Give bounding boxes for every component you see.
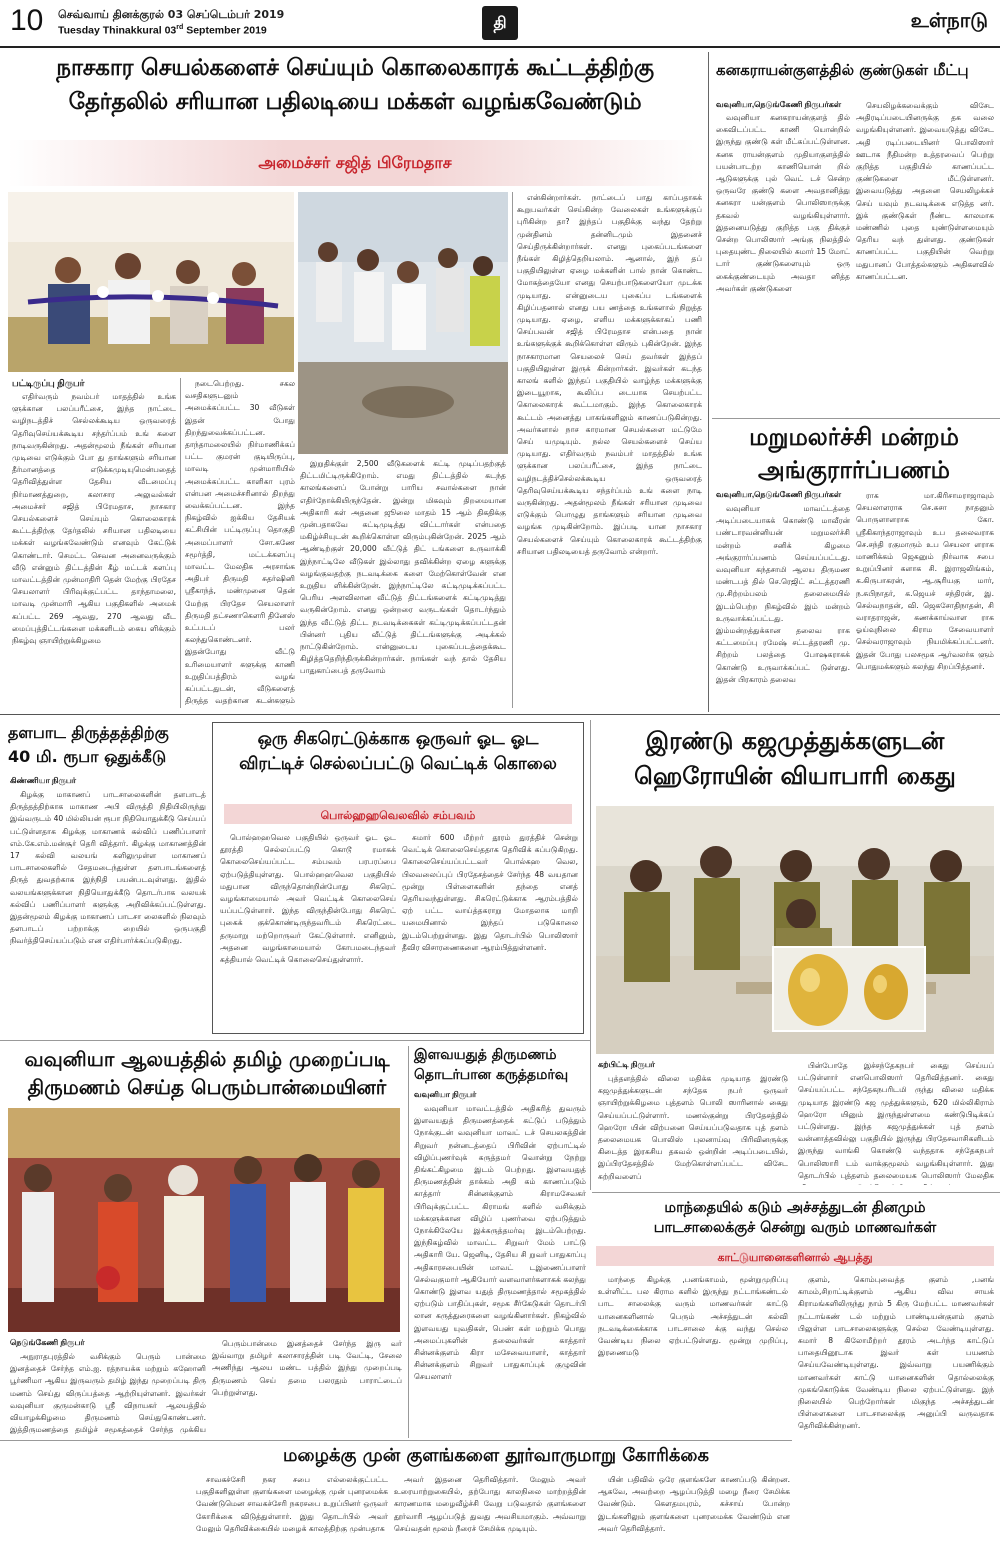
lead-photo-stone-laying-art [298,192,508,454]
heroin-headline-line2: ஹெரோயின் வியாபாரி கைது [634,761,956,790]
wedding-headline-line2: திருமணம் செய்த பெரும்பான்மையினர் [27,1075,387,1100]
school-headline [596,1200,994,1236]
header-date-english-sup: rd [176,24,184,31]
renaissance-headline-line2: அங்குரார்ப்பணம் [758,455,950,484]
heroin-byline: கற்பிட்டி நிருபர் [598,1060,655,1069]
heroin-rule [590,720,591,1190]
renaissance-col-1 [716,503,850,709]
lead-col-rule-3 [512,192,513,708]
child-headline [414,1048,586,1083]
child-byline: வவுனியா நிருபர் [414,1090,477,1099]
lead-byline: பட்டிருப்பு நிருபர் [12,378,85,388]
child-body [414,1103,586,1435]
header-date-english-prefix: Tuesday Thinakkural 03 [58,24,177,37]
renaissance-col-1-text: வவுனியா மாவட்டத்தை அடிப்படையாகக் கொண்டு மாவீரன் பண்டாரவன்னியன் மறுமலர்ச்சி மன்றம் சனிக் கிழமை அங்குரார்ப்பணம் செய்யப்பட்டது. வவுனியா கந்தசாமி ஆலய திருமண மண்டபத் தில் செ.ரெஜிட் சட்டத்தரணி மு.சிற்றம்பலம் தலைமையில் இடம்பெற்ற நிகழ்வில் இம் மன்றம் உருவாக்கப்பட்டது. இம்மன்றத்துக்கான தலைவ ராக கட்டமைப்பு ரமேஷ் சட்டத்தரணி மு. சிற்றம் பலத்தை போஷகராகக் கொண்டு உருவாக்கப்பட் டுள்ளது. இதன் பிரகாரம் தலைவ [716,504,850,684]
child-body-text: வவுனியா மாவட்டத்தில் அதிகரித் துவரும் இளவயதுத் திருமணத்தைக் கட்டுப் படுத்தும் நோக்குடன் வவுனியா மாவட் டச் செயலகத்தின் சிறுவர் நன்னடத்தைப் பிரிவின் ஏற்பாட்டில் விழிப்புணர்வுக் கருத்தமர் வொன்று நேற்று திங்கட்கிழமை இடம் பெற்றது. இளவயதுத் திருமணத்தின் தாக்கம் அதி கம் காணப்படும் காத்தார் சின்னக்குளம் கிராமசேவகர் பிரிவுக்குட்பட்ட கிராமங் களில் வசிக்கும் மக்களுக்கான விழிப் புணர்வை ஏற்படுத்தும் நோக்கிலேயே இக்கருத்தமர்வு இடம்பெற்றது. இந்நிகழ்வில் மாவட்ட சிறுவர் மேம் பாட்டு அதிகாரி யே. ஜெனிடி, தேசிய சி றுவர் பாதுகாப்பு அதிகாரசபையின் மாவட் டஇணைப்பாளர் செல்வகுமார் ஆகியோர் வளவாளர்களாகக் கலந்து கொண்டு இளவ யதுத் திருமணத்தால் சமூகத்தில் ஏற்படும் பாதிப்புகள், சமூக சீர்கேடுகள் தொடர்பி லான கருத்துரைகளை வழங்கினார்கள். நிகழ்வில் இளவயது யுவதிகள், பெண் கள் மற்றும் பொது அமைப்புகளின் தலைவர்கள் காத்தார் சின்னக்குளம் கிரா மசேவையாளர், காத்தார் சின்னக்குளம் சிறுவர் பாதுகாப்புக் குழுவின் செயலாளர் [414,1104,586,1382]
tanks-col-2 [394,1474,586,1538]
mine-col-1 [716,112,850,420]
murder-headline-line2: விரட்டிச் செல்லப்பட்டு வெட்டிக் கொலை [239,754,557,775]
wedding-col-2-text: பெரும்பான்மை இனத்தைச் சேர்ந்த இரு வர் இவ்வாறு தமிழர் கலாசாரத்தின் படி வேட்டி, சேலை அணிந்து ஆலய மண்ட பத்தில் இந்து முறைப்படி திருமணம் செய் தமை பலரதும் பாராட்டைப் பெற்றுள்ளது. [212,1339,402,1397]
mine-col-2 [856,100,994,420]
renaissance-headline-line1: மறுமலர்ச்சி மன்றம் [749,423,959,451]
murder-col-1 [220,832,396,1028]
mine-byline: வவுனியா,நெடுங்கேணி நிருபர்கள் [716,100,842,109]
renaissance-headline [712,424,996,484]
murder-strap-band [224,804,572,824]
lead-col-2 [185,378,295,708]
renaissance-col-2 [856,490,994,709]
lead-col-2-text: நடைபெற்றது. சகல வசதிகளுடனும் அமைக்கப்பட்ட 30 வீடுகள் இதன் போது திறந்துவைக்கப்பட்டன. தாந்தாமலையில் நிர்மாணிக்கப் பட்ட குமரன் குடியிருப்பு, மாவடி முன்மாரியில் அமைக்கப்பட்ட காளிகா புரம் என்பன அமைச்சரினால் திறந்து வைக்கப்பட்டன. இந்த நிகழ்வில் ஐக்கிய தேசியக் கட்சியின் பட்டிருப்பு தொகுதி அமைப்பாளர் சோ.கணே சமூர்த்தி, மட்டக்களப்பு மாவட்ட மேலதிக அரசாங்க அதிபர் திருமதி சுதர்ஷினி ஸ்ரீகாந்த், மண்முனை தென் மேற்கு பிரதேச செயலாளர் திருமதி தட்சணாகௌரி தினேஸ் உட்படப் பலர் கலந்துகொண்டனர். இதன்போது வீட்டு உரிமையாளர் களுக்கு காணி உறுதிப்பத்திரம் வழங் கப்பட்டதுடன், வீடுகளைத் திருத்த வதற்கான கடன்களும் [185,379,295,706]
tanks-col-2-text: அவர் இதனை தெரிவித்தார். மேலும் அவர் உரையாற்றுகையில், தற்போது காலநிலை மாற்றத்தின் காரணமாக மழைவீழ்ச்சி வேறு படுவதால் குளங்களை தூர்வாரி ஆழப்படுத் துவது அவசியமாகும். அவ்வாறு செய்வதன் மூலம் நீரைச் சேமிக்க முடியும். [394,1475,586,1533]
wedding-photo-art [8,1108,400,1332]
wedding-col-1 [10,1351,206,1435]
renaissance-rule [712,418,1000,419]
wedding-byline: நெடுங்கேணி நிருபர் [10,1338,85,1347]
murder-strap: பொல்ஹஹவெலவில் சம்பவம் [320,809,476,822]
section-name: உள்நாடு [910,8,988,32]
page-number: 10 [10,4,44,37]
tanks-rule [0,1440,792,1441]
flood-headline-line1: தளபாட திருத்தத்திற்கு [8,723,169,742]
school-headline-line2: பாடசாலைக்குச் சென்று வரும் மாணவர்கள் [653,1220,937,1237]
lead-photo-stone-laying [298,192,508,454]
wedding-headline-line1: வவுனியா ஆலயத்தில் தமிழ் முறைப்படி [24,1047,390,1071]
school-strap: காட்டுயானைகளினால் ஆபத்து [717,1251,873,1264]
page-header [0,0,1000,46]
lead-strap-band [8,140,702,186]
flood-headline-line2: 40 மி. ரூபா ஒதுக்கீடு [8,746,167,766]
mine-headline: கனகராயன்குளத்தில் குண்டுகள் மீட்பு [716,61,969,79]
wedding-headline [8,1048,406,1099]
header-date-english-suffix: September 2019 [183,24,267,37]
heroin-photo-pearls [772,946,926,1032]
heroin-col-2 [798,1060,994,1185]
child-rule [408,1046,409,1438]
heroin-headline [596,728,994,790]
school-rule [592,1192,1000,1193]
tanks-col-1-text: சாவகச்சேரி நகர சபை எல்லைக்குட்பட்ட பகுதிகளிலுள்ள குளங்களை மழைக்கு முன் புனரமைக்க வேண்டுமென சாவகச்சேரி நகரசபை உறுப்பினர் ஒருவர் கோரிக்கை விடுத்துள்ளார். இது தொடர்பில் அவர் மேலும் தெரிவிக்கையில் மழைக் காலத்திற்கு முன்பதாக [196,1475,388,1533]
middle-band-rule [0,714,1000,715]
mine-col-1-text: வவுனியா கனகராயன்குளத் தில் கைவிடப்பட்ட காணி யொன்றில் இருந்து குண்டு கள் மீட்கப்பட்டுள்ளன. கனக ராயன்குளம் முதியாகுளத்தில் பயன்பாடற்ற காணியொன் றில் ஆடுகளுக்கு புல் வெட் டச் சென்ற ஒருவரே குண்டு களை அவதானித்து கனகரா யன்குளம் பொலிஸாருக்கு தகவல் வழங்கியுள்ளார். இதனையடுத்து குறித்த பகு திக்குச் சென்ற பொலிஸார் அங்கு நிலத்தில் புதையுண்ட நிலையில் சுமார் 15 மோட் டார் குண்டுகளையும் ஒரு கைக்குண்டையும் அவதா னித்த அவர்கள் குண்டுகளை [716,113,850,293]
lead-headline [8,56,702,116]
lead-col-4-text: என்கின்றார்கள். நாட்டைப் பாது காப்பதாகக் கூறுபவர்கள் செய்கின்ற வேலைகள் உங்களுக்குப் புரிகின்ற தா? இந்தப் பகுதிக்கு வந்து தேற்று முன்தினம் தன்னிடமும் இதனைச் செய்திருக்கின்றார்கள். எனது புகைப்படங்களை நீங்கள் கிழித்தெறியலாம். ஆனால், இந் தப் பகுதியிலுள்ள ஏழை மக்களின் பால் நான் கொண்ட மோகத்தையோ எனது செயற்பாடுகளையோ முடக்க முடியாது. என்னுடைய புகைப்ப டங்களைக் கிழிப்பதனால் எனது பய ணத்தை உங்களால் நிறுத்த முடியாது. ஏழை, எளிய மக்களுக்காகப் பணி செய்பவன் சஜித் பிரேமதாச என்பதை நான் உங்களுக்குக் கூறிக்கொள்ள விரும் புகின்றேன். இந்த நாசகாரமான செயலைச் செய் தவர்கள் இந்தப் பகுதியிலுள்ள இருக் கின்றார்கள். இவர்கள் கடந்த காலங் களில் இந்தப் பகுதியில் வாழ்ந்த மக்களுக்கு இடையூறாக, கூலிப்ப டையாக செயற்பட்ட கொலைகாரக் கூட்டமாகும். இந்த கொலைகாரக் கூட்டம் அனைத்து பாகங்களிலும் காணப்படுகின்றது. அவர்களால் நாச காரமான செயல்களை மட்டுமே செய் யமுடியும். நல்ல செயல்களைச் செய்ய முடியாது. எதிர்வரும் நவம்பர் மாதத்தில் உங்க ளுக்கான பலப்பரீட்சை, இந்த நாட்டை வழிநடத்திச்செல்லக்கூடிய ஒருவரைத் தெரிவுசெய்யக்கூடிய சந்தர்ப்பம் உங் களை நாடி வருகின்றது. அதன்மூலம் நீங்கள் சரியான முடிவை எடுக்கும் பொழுது தாங்களும் சரியான முடிவை வழங்க முடிகின்றோம். இப்படி யான நாசகார செயல்களைச் செய்யும் கொலைகாரக் கூட்டத்திற்கு சரியான பதிலடியைத் தருவோம் என்றார். [517,193,702,556]
lead-col-3 [300,458,506,708]
child-headline-line1: இளவயதுத் திருமணம் [414,1047,557,1063]
newspaper-logo [482,6,518,40]
heroin-col-1-text: புத்தளத்தில் விலை மதிக்க முடியாத இரண்டு கஜமுத்துக்களுடன் சந்தேக நபர் ஒருவர் ஞாயிற்றுக்கிழமை புத்தளம் பொலி ஸாரினால் கைது செய்யப்பட்டுள்ளார். மணல்குன்று பிரதேசத்தில் ஹெரோ யின் விற்பனை செய்யப்படுவதாக புத் தளம் தலைமையக பொலிஸ் புலனாய்வு பிரிவினருக்கு கிடைத்த இரகசிய தகவல் ஒன்றின் அடிப்படையில், இப்பிரதேசத்தில் மேற்கொள்ளப்பட்ட விசேட சுற்றிவளைப் [598,1074,788,1181]
heroin-photo-pearls-art [774,948,926,1032]
flood-headline [8,724,204,766]
murder-headline-line1: ஒரு சிகரெட்டுக்காக ஒருவர் ஓட ஓட [257,729,539,749]
murder-col-2-text: சுமார் 600 மீற்றர் தூரம் துரத்திச் சென்று வெட்டிக் கொலைசெய்ததாக தெரிவிக் கப்படுகிறது. கொலைசெய்யப்பட்டவர் பொல்கஹ வெல, பிலவலைப்புப் பிரதேசத்தைச் சேர்ந்த 48 வயதான மூன்று பிள்ளைகளின் தந்தை எனத் தெரியவந்துள்ளது. சிகரெட்டுக்காக ஆரம்பத்தில் ஏற் பட்ட வாய்த்தகராறு மோதலாக மாறி யமையினால் இந்தப் படுகொலை இடம்பெற்றுள்ளது. இது தொடர்பில் பொலிஸார் தீவிர விசாரணைகளை ஆரம்பித்துள்ளனர். [402,833,578,952]
murder-headline [216,730,580,774]
school-col-1-text: மாந்தை கிழக்கு ,பனங்காமம், மூன்றுமுறிப்பு உள்ளிட்ட பல கிராம களில் இருந்து நட்டாங்கண்டல் பாட சாலைக்கு வரும் மாணவர்கள் காட்டு யானைகளினால் பெரும் அச்சத்துடன் கல்வி நடவடிக்கைக்காக பாடசாலை க்கு வந்து செல்ல வேண்டிய நிலை ஏற்பட்டுள்ளது. மூன்று முறிப்பு, இரணைமடு [598,1275,788,1358]
header-date-tamil: செவ்வாய் தினக்குரல் 03 செப்டெம்பர் 2019 [58,8,285,21]
wedding-col-1-text: அநுராதபுரத்தில் வசிக்கும் பெரும் பான்மை இனத்தைச் சேர்ந்த எம்.ஐ. ரத்நாயக்க மற்றும் கஹோனி பூர்ணிமா ஆகிய இருவரும் தமிழ் இந்து முறைப்படி திரு மணம் செய்து விருப்பத்தை ஆற்றியுள்ளனர். இவர்கள் வவுனியா குருமன்காடு ஸ்ரீ விநாயகர் ஆலயத்தில் வியாழக்கிழமை திருமணம் செய்துகொண்டனர். இத்திருமணத்தை தமிழ்ச் சமூகத்தைச் சேர்ந்த முக்கிய [10,1352,206,1435]
tanks-headline: மழைக்கு முன் குளங்களை தூர்வாருமாறு கோரிக்கை [283,1445,709,1466]
school-col-2-text: குளம், கொம்புவைத்த குளம் ,பனங் காமம்,சிறாட்டிக்குளம் ஆகிய விவ சாயக் கிராமங்களிலிருந்து நாம் 5 கிரு மேற்பட்ட மாணவர்கள் நட்டாங்கண் டல் மற்றும் பாண்டியன்குளம் குளம் பிலுள்ள பாடசாலைகளுக்கு செல்ல வேண்டியுள்ளது. சுமார் 8 கிலோமீற்றர் தூரம் அடர்ந்த காட்டுப் பாதையினூடாக இவர் கள் பயணம் செய்யவேண்டியுள்ளது. இவ்வாறு பயணிக்கும் மாணவர்கள் காட்டு யானைகளின் தொல்லைக்கு முகங்கொடுக்க வேண்டிய நிலை ஏற்பட்டுள்ளது. இந் நிலையில் பெற்றோர்கள் மிகுந்த அச்சத்துடன் பிள்ளைகளை பாடசாலைக்கு அனுப்பி வருவதாக தெரிவிக்கின்றனர். [798,1275,994,1431]
lead-strap: அமைச்சர் சஜித் பிரேமதாச [258,153,452,172]
flood-body [10,789,206,1039]
murder-col-2 [402,832,578,1028]
tanks-col-3-text: யின் பதிவில் ஒரே குளங்களே காணப்படு கின்றன. ஆகவே, அவற்றை ஆழப்படுத்தி மழை நீரை சேமிக்க வேண்டும். கெளதமபுரம், கச்சாய் போன்ற இடங்களிலும் குளங்களை புனரமைக்க வேண்டும் என அவர் தெரிவித்தார். [598,1475,790,1533]
school-strap-band [596,1246,994,1266]
lead-col-1-text: எதிர்வரும் நவம்பர் மாதத்தில் உங்க ளுக்கான பலப்பரீட்சை, இந்த நாட்டை வழிநடத்திச் செல்லக்கூடிய ஒருவரைத் தெரிவுசெய்யக்கூடிய சந்தர்ப்பம் உங் களை நாடிவருகின்றது. அதன்மூலம் நீங்கள் சரியான முடிவை எடுக்கும் போ து தாங்களும் சரியான தீர்மானத்தை எடுக்கமுடியுமென்பதைத் தெரிவித்துள்ள தேசிய வீடமைப்பு நிர்மாணத்துறை, கலாசார அலுவல்கள் அமைச்சர் சஜித் பிரேமதாச, நாசகார செயல்களைச் செய்யும் கொலைகாரக் கூட்டத்திற்கு தேர்தலில் சரியான பதிலடியை மக்கள் வழங்கவேண்டும் எனவும் கேட்டுக் கொண்டார். செமட்ட செவன அனைவருக்கும் வீடு என்னும் திட்டத்தின் கீழ் மட்டக் களப்பு மாவட்டத்தின் முன்மாதிரி தென் மேற்கு பிரதேச செயலாளர் பிரிவுக்குட்பட்ட தாந்தாமலை, மாவடி முன்மாரி ஆகிய பகுதிகளில் அமைக் கப்பட்ட 269 ஆவது, 270 ஆவது வீட மைப்புத்திட்டங்களை மக்களிடம் கைய ளிக்கும் நிகழ்வு ஞாயிற்றுக்கிழமை [12,392,176,646]
wedding-photo [8,1108,400,1332]
school-headline-line1: மாந்தையில் கடும் அச்சத்துடன் தினமும் [664,1200,926,1216]
lead-col-1 [12,391,176,711]
lead-col-rule-1 [180,378,181,708]
lead-col-4 [517,192,702,708]
heroin-col-2-text: பின்போதே இச்சந்தேகநபர் கைது செய்யப் பட்டுள்ளார் எனபொலிஸார் தெரிவித்தனர். கைது செய்யப்பட்ட சந்தேகநபரிடமி ருந்து விலை மதிக்க முடியாத இரண்டு கஜ முத்துக்களும், 620 மில்லிகிராம் ஹெரோ யினும் இருந்துள்ளமை கண்டுபிடிக்கப் பட்டுள்ளது. இந்த கஜமுத்துக்கள் புத் தளம் வன்னாத்தவில்லு பகுதியில் இருந்து பிரதேசவாசிகளிடம் இருந்து வாங்கி கொண்டு வந்ததாக சந்தேகநபர் பொலிஸாரி டம் வாக்குமூலம் வழங்கியுள்ளார். இது தொடர்பில் புத்தளம் தலைமையக பொலிஸார் மேலதிக [798,1061,994,1180]
header-date-english [58,24,267,37]
school-col-1 [598,1274,788,1436]
murder-col-1-text: பொல்ஹஹவெல பகுதியில் ஒருவர் ஓட ஓட தூரத்தி செல்லப்பட்டு கொடூ ரமாகக் கொலைசெய்யப்பட்ட சம்பவம் பரபரப்பை ஏற்படுத்தியுள்ளது. பொல்ஹஹவெல பகுதியில் மதுபான விருந்தொன்றின்போது சிகரெட் வழங்காமையால் அவர் வெட்டிக் கொலைசெய் யப்பட்டுள்ளார். இந்த விருந்தின்போது சிகரெட் புகைக் குக்கொண்டிருந்தவரிடம் சிகரெட்டை தருமாறு மற்றொருவர் கேட்டுள்ளார். எனினும், அதனை வழங்காமையால் கோபமடைந்தவர் கத்தியால் வெட்டிக் கொலைசெய்துள்ளார். [220,833,396,965]
header-rule [0,46,1000,48]
tanks-col-1 [196,1474,388,1538]
lower-band-rule [0,1040,590,1041]
right-column-rule [708,52,709,712]
wedding-col-2 [212,1338,402,1435]
renaissance-byline: வவுனியா,நெடுங்கேணி நிருபர்கள் [716,490,842,499]
lead-photo-ribbon-cutting-art [8,192,294,372]
lead-col-3-text: இறுதிக்குள் 2,500 வீடுகளைக் கட்டி முடிப்பதற்குத் திட்டமிட்டிருக்கிறோம். எமது திட்டத்தில் கடந்த காலங்களைப் போன்று பாரிய சவால்களை நான் எதிர்நோக்கியிருந்தேன். இன்று மிகவும் திறமையான அதிகாரி கள் அதனை ஜூலை மாதம் 15 ஆம் திகதிக்கு முன்பதாகவே கட்டிமுடித்து விட்டார்கள் என்பதை மகிழ்ச்சியுடன் கூறிக்கொள்ள விரும்புகின்றேன். 2025 ஆம் ஆண்டிற்குள் 20,000 வீட்டுத் திட் டங்களை உருவாக்கி இந்நாட்டிலே வீடுகள் இல்லாது தவிக்கின்ற ஏழை களுக்கு வழங்குவதற்கு நடவடிக்கை களை மேற்கொள்வேன் என உறுதிய ளிக்கின்றேன். இந்நாட்டிலே கட்டிமுடிக்கப்பட்ட பெரிய அளவிலான வீட்டுத் திட்டங்களைக் கட்டிமுடித்து வருகின்றோம். எனது ஒன்றரை வருடங்கள் தொடர்ந்தும் இந்த வீட்டுத் திட்ட நடவடிக்கைகள் கட்டிமுடிக்கப்பட்டதன் பின்னர் புதிய வீட்டுத் திட்டங்களுக்கு அடிக்கல் நாட்டுகின்றோம். என்னுடைய புகைப்படத்தைக்கூட கிழித்ததெறிந்திருக்கின்றார்கள். நாங்கள் வந் தால் தேசிய பாதுகாப்பைத் தருவோம் [300,459,506,676]
renaissance-col-2-text: ராக மா.கிரிசாமராஜாவும் செயலாளராக செ.சுசா நாதனும் பொருளாளராக கோ. ஸ்ரீகிகாந்தராஜாவும் உப தலைவராக செ.சந்தி ரகுமாரும் உப செயலா ளராக மாணிக்கம் ஜெகனும் நிர்வாக சபை உறுப்பினர் களாக சி. இராஜலிங்கம், க.கிருபாகரன், ஆ.சூரியகு மார், ந.சுபிநாதர், க.ஜெயச் சந்திரன், இ. செல்வநாதன், வி. ஜெகசோதிநாதன், சி வராதராஜன், கணக்காய்வாள ராக ஓய்வுநிலை கிராம சேவையாளர் செல்வராஜாவும் நியமிக்கப்பட்டனர். இதன் போது பலசமூக ஆர்வலர்க ளும் பொதுமக்களும் கலந்து சிறப்பித்தனர். [856,491,994,671]
lead-headline-line1: நாசகார செயல்களைச் செய்யும் கொலைகாரக் கூட்டத்திற்கு [56,55,654,81]
child-headline-line2: தொடர்பான கருத்தமர்வு [414,1066,569,1083]
flood-body-text: கிழக்கு மாகாணப் பாடசாலைகளின் தளபாடத் திருத்தத்திற்காக மாகாண அபி விருத்தி நிதியிலிருந்து இவ்வருடம் 40 மில்லியன் ரூபா நிதியொதுக்கீடு செய்யப் பட்டுள்ளதாக கிழக்கு மாகாணக் கல்விப் பணிப்பாளர் எம்.கே.எம்.மன்சூர் தெரி வித்தார். கிழக்கு மாகாணத்தின் 17 கல்வி வலயங் களிலுமுள்ள மாகாணப் பாடசாலைகளில் சேதமடைந்துள்ள தளபாடங்களைத் திருத் துவதற்காக இந்நிதி பயன்படவுள்ளது. இதில் வலயங்களுக்கான நிதியொதுக்கீடு தொடர்பாக வலயக் கல்விப் பணிப்பாளர் களுக்கு அறிவிக்கப்பட்டுள்ளது. இதன்மூலம் கிழக்கு மாகாணப் பாடசா லைகளில் நிலவும் தளபாடப் பற்றாக்கு றையில் ஒருபகுதி நிவர்த்திசெய்யப்படும் என எதிர்பார்க்கப்படுகிறது. [10,790,206,946]
lead-headline-line2: தேர்தலில் சரியான பதிலடியை மக்கள் வழங்கவேண்டும் [68,88,642,115]
heroin-col-1 [598,1073,788,1185]
school-col-2 [798,1274,994,1536]
flood-byline: கிண்ணியா நிருபர் [10,776,77,785]
lead-photo-ribbon-cutting [8,192,294,372]
heroin-headline-line1: இரண்டு கஜமுத்துக்களுடன் [645,727,945,755]
mine-col-2-text: செயலிழக்கவைக்கும் விசேட அதிரடிப்படையினருக்கு தக வலை வழங்கியுள்ளனர். இவையடுத்து விசேட அதி ரடிப்படையினர் பொலிஸார் ஊடாக நீதிமன்ற உத்தரவைப் பெற்று குறித்த பகுதியில் காணப்பட்ட குண்டுகளை மீட்டுள்ளனர். இவையடுத்து அதனை செயலிழக்கச் செய் யவும் நடவடிக்கை எடுத்த னர். இக் குண்டுகள் நீண்ட காலமாக மண்ணில் புதை யுண்டுள்ளமையும் தெரிய வந் துள்ளது. குண்டுகள் காணப்பட்ட பகுதியின் வெற்று மதுபானப் போத்தல்களும் அதிகளவில் காணப்பட்டன. [856,101,994,281]
newspaper-logo-text: தி [493,13,507,32]
tanks-col-3 [598,1474,790,1538]
